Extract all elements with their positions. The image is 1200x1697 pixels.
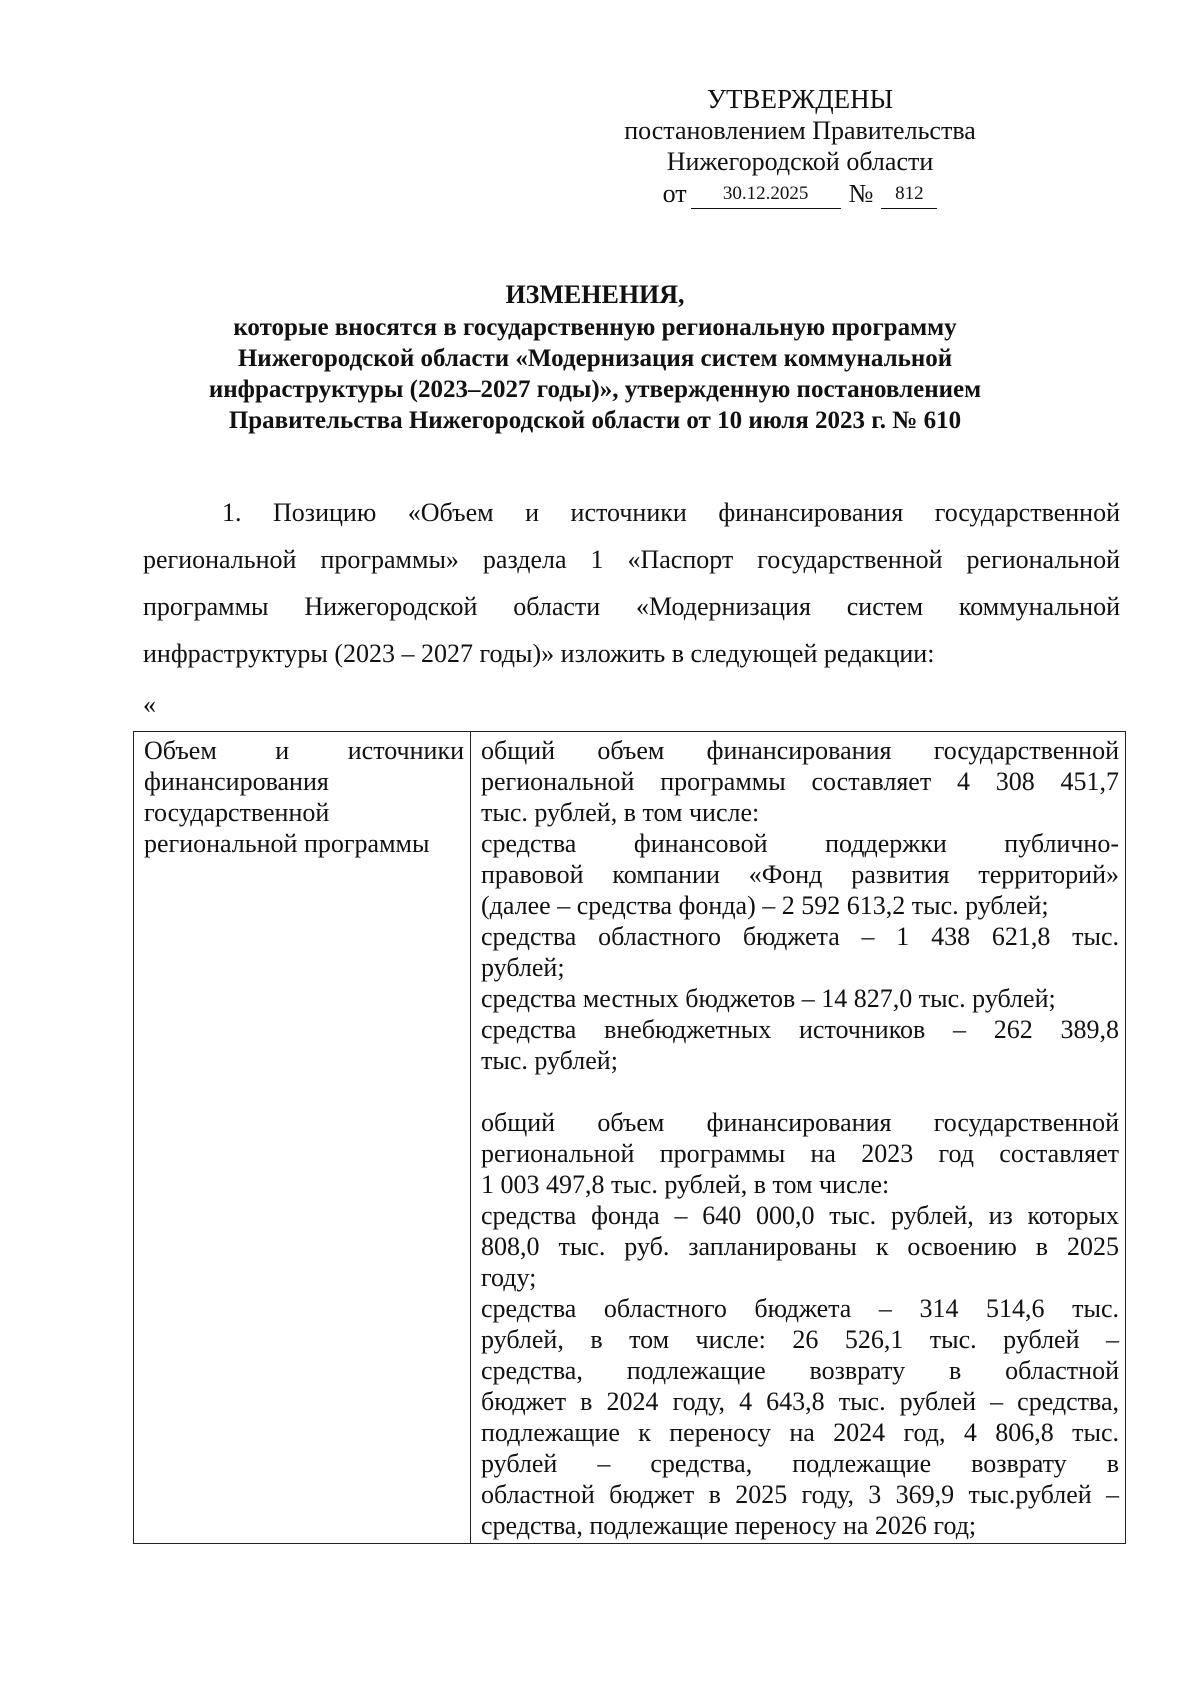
cell-line: подлежащие к переносу на 2024 год, 4 806,8 тыс. xyxy=(481,1418,1119,1447)
financing-table xyxy=(133,731,1126,1544)
approval-line: Нижегородской области xyxy=(666,147,934,176)
heading-line: Нижегородской области «Модернизация систем коммунальной xyxy=(237,345,953,372)
approval-line: постановлением Правительства xyxy=(624,116,976,145)
cell-line: средства, подлежащие переносу на 2026 год; xyxy=(481,1511,977,1540)
paragraph-line: программы Нижегородской области «Модернизация систем коммунальной xyxy=(143,592,1120,621)
paragraph-line: инфраструктуры (2023 – 2027 годы)» изложить в следующей редакции: xyxy=(143,639,935,668)
cell-gap xyxy=(481,1076,1119,1107)
cell-line: Объем и источники xyxy=(144,736,464,765)
heading-line: Правительства Нижегородской области от 10 июля 2023 г. № 610 xyxy=(228,407,962,434)
heading-line: которые вносятся в государственную региональную программу xyxy=(233,314,957,341)
cell-line: областной бюджет в 2025 году, 3 369,9 тыс.рублей – xyxy=(481,1480,1119,1509)
document-heading xyxy=(140,279,1050,436)
approval-stamp xyxy=(580,84,1020,209)
cell-line: средства внебюджетных источников – 262 389,8 xyxy=(481,1015,1119,1044)
approval-date: 30.12.2025 xyxy=(691,183,841,209)
cell-line: тыс. рублей, в том числе: xyxy=(481,798,760,827)
cell-line: правовой компании «Фонд развития территорий» xyxy=(481,860,1119,889)
approval-title: УТВЕРЖДЕНЫ xyxy=(706,84,894,114)
cell-line: рублей, в том числе: 26 526,1 тыс. рублей – xyxy=(481,1325,1119,1354)
cell-line: средства финансовой поддержки публично- xyxy=(481,829,1119,858)
cell-line: рублей – средства, подлежащие возврату в xyxy=(481,1449,1119,1478)
financing-value-cell xyxy=(471,732,1126,1544)
cell-line: средства местных бюджетов – 14 827,0 тыс. рублей; xyxy=(481,984,1056,1013)
table-row xyxy=(134,732,1126,1544)
heading-line: инфраструктуры (2023–2027 годы)», утвержденную постановлением xyxy=(208,376,982,403)
heading-title: ИЗМЕНЕНИЯ, xyxy=(505,280,685,309)
cell-line: средства, подлежащие возврату в областной xyxy=(481,1356,1119,1385)
from-label: от xyxy=(662,179,687,208)
cell-line: государственной xyxy=(144,798,330,827)
cell-line: году; xyxy=(481,1263,537,1292)
cell-line: бюджет в 2024 году, 4 643,8 тыс. рублей – средства, xyxy=(481,1387,1119,1416)
number-label: № xyxy=(848,179,874,208)
cell-line: региональной программы xyxy=(144,829,430,858)
cell-line: средства фонда – 640 000,0 тыс. рублей, из которых xyxy=(481,1201,1119,1230)
paragraph-line: региональной программы» раздела 1 «Паспорт государственной региональной xyxy=(143,545,1120,574)
cell-line: 808,0 тыс. руб. запланированы к освоению в 2025 xyxy=(481,1232,1119,1261)
paragraph-line: 1. Позицию «Объем и источники финансирования государственной xyxy=(222,498,1120,527)
cell-line: рублей; xyxy=(481,953,565,982)
open-quote: « xyxy=(143,690,156,719)
approval-number: 812 xyxy=(881,183,937,209)
cell-line: тыс. рублей; xyxy=(481,1046,618,1075)
cell-line: региональной программы на 2023 год составляет xyxy=(481,1139,1119,1168)
cell-line: средства областного бюджета – 314 514,6 тыс. xyxy=(481,1294,1119,1323)
cell-line: средства областного бюджета – 1 438 621,8 тыс. xyxy=(481,922,1119,951)
cell-line: общий объем финансирования государственной xyxy=(481,1108,1119,1137)
paragraph-1 xyxy=(143,489,1120,677)
cell-line: региональной программы составляет 4 308 451,7 xyxy=(481,767,1119,796)
financing-label-cell xyxy=(134,732,471,1544)
cell-line: 1 003 497,8 тыс. рублей, в том числе: xyxy=(481,1170,890,1199)
cell-line: общий объем финансирования государственной xyxy=(481,736,1119,765)
approval-date-row xyxy=(580,178,1020,209)
cell-line: (далее – средства фонда) – 2 592 613,2 тыс. рублей; xyxy=(481,891,1049,920)
cell-line: финансирования xyxy=(144,767,329,796)
